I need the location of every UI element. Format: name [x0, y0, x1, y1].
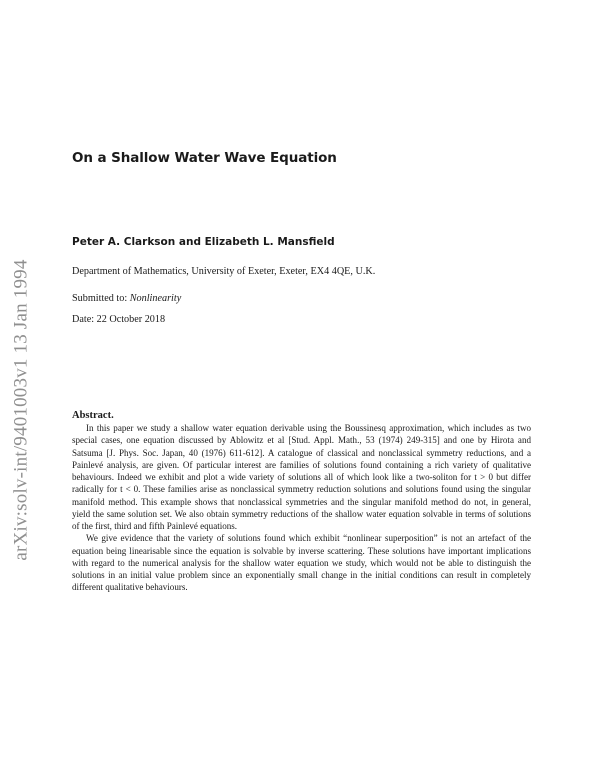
abstract-paragraph: In this paper we study a shallow water equation derivable using the Boussinesq approximation, which includes as two special cases, one equation discussed by Ablowitz et al [Stud. Appl. Math., 53 (1974) 249-315] and one by Hirota and Satsuma [J. Phys. Soc. Japan, 40 (1976) 611-612]. A catalogue of classical and nonclassical symmetry reductions, and a Painlevé analysis, are given. Of particular interest are families of solutions found containing a rich variety of qualitative behaviours. Indeed we exhibit and plot a wide variety of solutions all of which look like a two-soliton for t > 0 but differ radically for t < 0. These families arise as nonclassical symmetry reduction solutions and solutions found using the singular manifold method. This example shows that nonclassical symmetries and the singular manifold method do not, in general, yield the same solution set. We also obtain symmetry reductions of the shallow water equation solvable in terms of solutions of the first, third and fifth Painlevé equations. — [72, 423, 531, 531]
paper-authors: Peter A. Clarkson and Elizabeth L. Mansfield — [72, 236, 335, 248]
arxiv-identifier-text: arXiv:solv-int/9401003v1 13 Jan 1994 — [11, 259, 32, 561]
author-affiliation: Department of Mathematics, University of Exeter, Exeter, EX4 4QE, U.K. — [72, 266, 376, 277]
arxiv-identifier-stamp — [2, 210, 42, 610]
abstract-body — [72, 422, 531, 594]
submission-line — [72, 293, 181, 304]
paper-title: On a Shallow Water Wave Equation — [72, 150, 337, 166]
journal-name: Nonlinearity — [129, 293, 182, 304]
paper-date: Date: 22 October 2018 — [72, 314, 166, 325]
abstract-paragraph: We give evidence that the variety of solutions found which exhibit “nonlinear superposition” is not an artefact of the equation being linearisable since the equation is solvable by inverse scattering. These solutions have important implications with regard to the numerical analysis for the shallow water equation we study, which would not be able to distinguish the solutions in an initial value problem since an exponentially small change in the initial conditions can result in completely different qualitative behaviours. — [72, 533, 531, 593]
abstract-heading: Abstract. — [72, 410, 114, 421]
submitted-label: Submitted to: — [72, 293, 128, 304]
